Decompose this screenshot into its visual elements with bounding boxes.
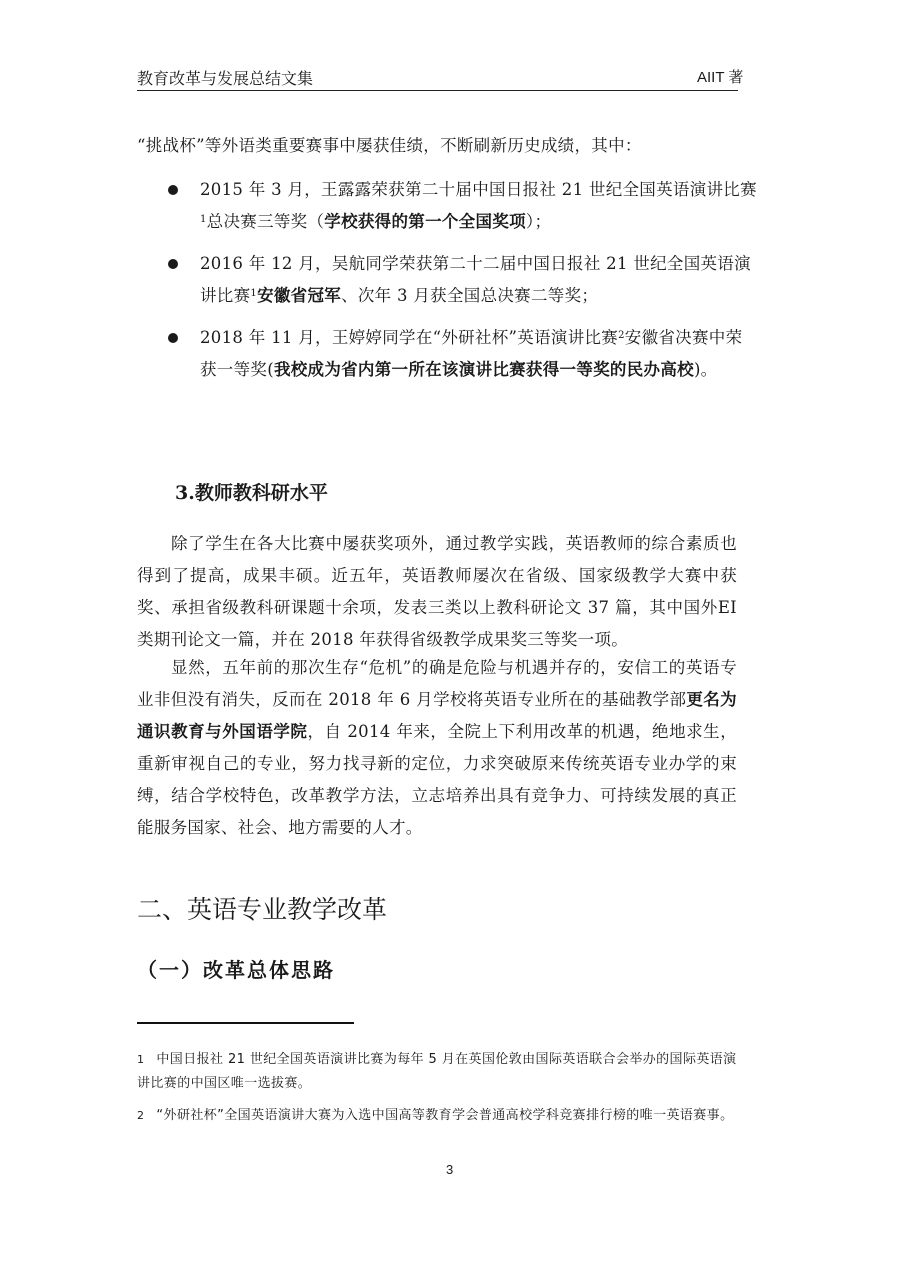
footnote-ref: 1: [250, 288, 258, 299]
footnote: 2 “外研社杯”全国英语演讲大赛为入选中国高等教育学会普通高校学科竞赛排行榜的唯一英语赛事。: [137, 1108, 734, 1123]
footnote-number: 2: [137, 1109, 145, 1122]
paragraph: 除了学生在各大比赛中屡获奖项外，通过教学实践，英语教师的综合素质也得到了提高，成果丰硕。近五年，英语教师屡次在省级、国家级教学大赛中获奖、承担省级教科研课题十余项，发表三类以上教科研论文 37 篇，其中国外EI 类期刊论文一篇，并在 2018 年获得省级教学成果奖三等奖一项。: [137, 534, 737, 649]
list-item: 2015 年 3 月，王露露荣获第二十届中国日报社 21 世纪全国英语演讲比赛$^1$总决赛三等奖（学校获得的第一个全国奖项）；: [168, 174, 758, 238]
footnote-divider: [137, 1022, 354, 1024]
bullet-icon: [168, 259, 178, 269]
section-heading: 3.教师教科研水平: [175, 482, 328, 504]
footnote-number: 1: [137, 1053, 145, 1066]
header-divider: [137, 90, 738, 91]
intro-text: “挑战杯”等外语类重要赛事中屡获佳绩，不断刷新历史成绩，其中：: [137, 136, 642, 155]
list-item: 2016 年 12 月，吴航同学荣获第二十二届中国日报社 21 世纪全国英语演讲比赛$^1$安徽省冠军、次年 3 月获全国总决赛二等奖；: [168, 248, 758, 312]
chapter-heading: 二、英语专业教学改革: [137, 895, 388, 924]
bullet-icon: [168, 333, 178, 343]
footnote-ref: 1: [200, 214, 207, 225]
subsection-heading: （一）改革总体思路: [137, 958, 335, 982]
footnote-ref: 2: [618, 330, 625, 341]
header-author: AIIT 著: [697, 69, 744, 86]
paragraph: 显然，五年前的那次生存“危机”的确是危险与机遇并存的，安信工的英语专业非但没有消失，反而在 2018 年 6 月学校将英语专业所在的基础教学部更名为通识教育与外国语学院，自 2014 年来，全院上下利用改革的机遇，绝地求生，重新审视自己的专业，努力找寻新的定位，力求突破原来传统英语专业办学的束缚，结合学校特色，改革教学方法，立志培养出具有竞争力、可持续发展的真正能服务国家、社会、地方需要的人才。: [137, 658, 738, 837]
achievement-list: [168, 174, 758, 396]
header-title: 教育改革与发展总结文集: [137, 69, 314, 88]
bullet-icon: [168, 185, 178, 195]
list-item: 2018 年 11 月，王婷婷同学在“外研社杯”英语演讲比赛$^2$安徽省决赛中荣获一等奖(我校成为省内第一所在该演讲比赛获得一等奖的民办高校)。: [168, 322, 758, 386]
page-number: 3: [446, 1162, 454, 1177]
footnote: 1 中国日报社 21 世纪全国英语演讲比赛为每年 5 月在英国伦敦由国际英语联合会举办的国际英语演讲比赛的中国区唯一选拔赛。: [137, 1052, 737, 1091]
